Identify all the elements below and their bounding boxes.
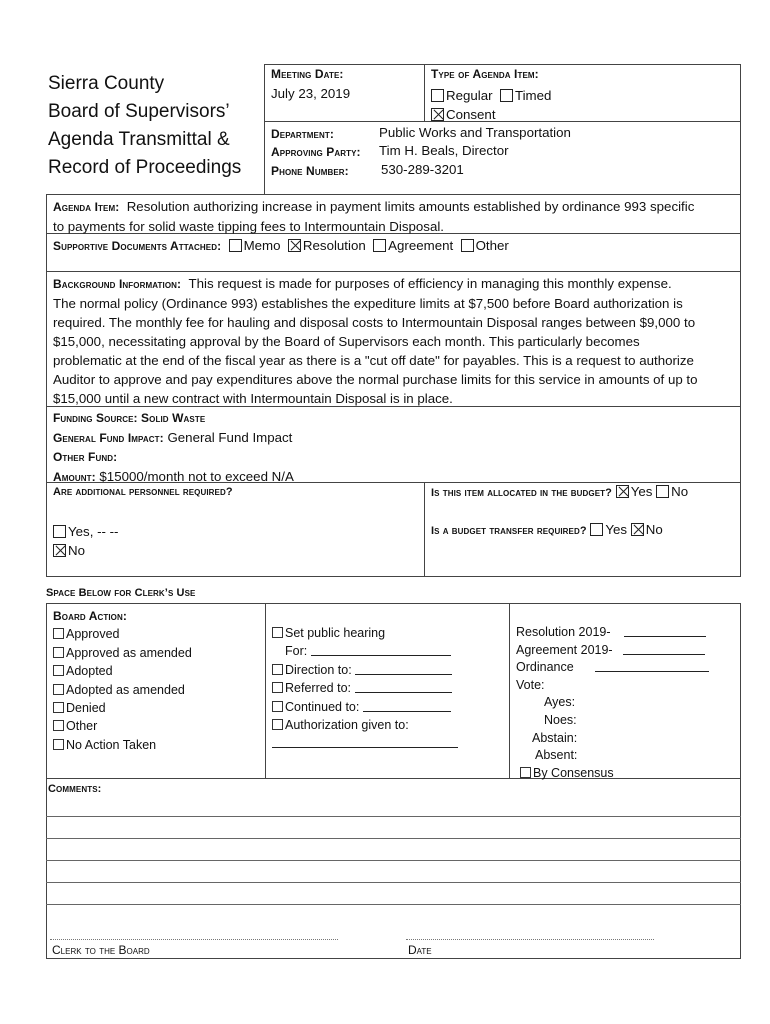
approved-checkbox[interactable]: [53, 628, 64, 639]
timed-label: Timed: [514, 88, 552, 103]
action-approved-amended[interactable]: [53, 644, 192, 662]
comment-line-5[interactable]: [46, 904, 741, 905]
approving-party-value: Tim H. Beals, Director: [379, 143, 509, 158]
approved-label: Approved: [66, 627, 120, 642]
transfer-yes-label: Yes: [605, 522, 628, 537]
adopted-label: Adopted: [66, 664, 113, 679]
ordinance-label: Ordinance: [516, 660, 574, 675]
other-fund-label: Other Fund:: [53, 450, 118, 464]
title-line-4: Record of Proceedings: [48, 157, 242, 178]
no-action-checkbox[interactable]: [53, 739, 64, 750]
other-action-checkbox[interactable]: [53, 720, 64, 731]
hearing-column: [272, 624, 458, 753]
action-adopted-amended[interactable]: [53, 681, 192, 699]
adopted-amended-label: Adopted as amended: [66, 682, 185, 697]
background-line-4: $15,000, necessitating approval by the Board of Supervisors each month. This particularly becomes: [53, 334, 640, 349]
agreement-checkbox[interactable]: [373, 239, 386, 252]
continued-label: Continued to:: [285, 699, 360, 714]
personnel-options: [53, 522, 119, 560]
board-action-label: Board Action:: [53, 609, 127, 623]
clerk-to-board-label: Clerk to the Board: [52, 943, 150, 957]
no-action-label: No Action Taken: [66, 737, 157, 752]
adopted-checkbox[interactable]: [53, 665, 64, 676]
supportive-documents: [53, 236, 509, 256]
approving-party-label: Approving Party:: [271, 145, 361, 159]
ordinance-field[interactable]: [595, 660, 709, 672]
general-fund-value: General Fund Impact: [167, 430, 293, 445]
approved-amended-label: Approved as amended: [66, 645, 192, 660]
referred-label: Referred to:: [285, 681, 352, 696]
abstain-label: Abstain:: [532, 730, 578, 745]
background-line-6: Auditor to approve and pay expenditures above the normal purchase limits for this service in amounts of up to: [53, 372, 698, 387]
action-no-action[interactable]: [53, 736, 192, 754]
vote-label: Vote:: [516, 677, 545, 692]
authorization-field[interactable]: [272, 736, 458, 748]
board-action-column: [53, 607, 192, 754]
other-action-label: Other: [66, 719, 98, 734]
transfer-no-checkbox[interactable]: [631, 523, 644, 536]
action-other[interactable]: [53, 717, 192, 735]
comment-line-3[interactable]: [46, 860, 741, 861]
allocated-yes-label: Yes: [630, 484, 653, 499]
resolution-number-label: Resolution 2019-: [516, 625, 611, 639]
consent-label: Consent: [446, 107, 496, 122]
direction-checkbox[interactable]: [272, 664, 283, 675]
personnel-no-label: No: [68, 543, 85, 558]
clerk-signature-line[interactable]: [50, 939, 338, 940]
form-title: [48, 70, 241, 182]
allocated-yes-checkbox[interactable]: [616, 485, 629, 498]
absent-label: Absent:: [535, 748, 578, 763]
approved-amended-checkbox[interactable]: [53, 647, 64, 658]
transfer-yes-checkbox[interactable]: [590, 523, 603, 536]
date-signature-line[interactable]: [406, 939, 654, 940]
personnel-no-checkbox[interactable]: [53, 544, 66, 557]
personnel-label: Are additional personnel required?: [53, 486, 233, 498]
referred-checkbox[interactable]: [272, 682, 283, 693]
background-label: Background Information:: [53, 277, 182, 291]
denied-label: Denied: [66, 701, 106, 716]
amount-value: $15000/month not to exceed N/A: [99, 469, 294, 484]
continued-field[interactable]: [363, 700, 451, 712]
clerk-space-label: Space Below for Clerk’s Use: [46, 587, 196, 599]
title-line-1: Sierra County: [48, 73, 165, 94]
background-line-1: This request is made for purposes of efficiency in managing this monthly expense.: [188, 276, 672, 291]
direction-field[interactable]: [355, 663, 452, 675]
authorization-checkbox[interactable]: [272, 719, 283, 730]
funding-section: [53, 409, 294, 487]
agreement-number-field[interactable]: [623, 643, 705, 655]
background-line-2: The normal policy (Ordinance 993) establishes the expediture limits at $7,500 before Board authorization is: [53, 296, 683, 311]
comment-line-2[interactable]: [46, 838, 741, 839]
agenda-item-label: Agenda Item:: [53, 200, 120, 214]
action-approved[interactable]: [53, 625, 192, 643]
meeting-date-value: July 23, 2019: [271, 86, 351, 101]
timed-checkbox[interactable]: [500, 89, 513, 102]
memo-label: Memo: [243, 238, 281, 253]
for-label: For:: [285, 644, 308, 659]
agreement-number-label: Agreement 2019-: [516, 642, 613, 657]
department-value: Public Works and Transportation: [379, 125, 571, 140]
phone-number-label: Phone Number:: [271, 164, 349, 178]
direction-label: Direction to:: [285, 662, 352, 677]
funding-source-label: Funding Source: Solid Waste: [53, 411, 206, 425]
general-fund-label: General Fund Impact:: [53, 431, 164, 445]
by-consensus-checkbox[interactable]: [520, 767, 531, 778]
personnel-yes-checkbox[interactable]: [53, 525, 66, 538]
for-field[interactable]: [311, 644, 451, 656]
resolution-label: Resolution: [302, 238, 366, 253]
set-public-hearing-label: Set public hearing: [285, 626, 386, 640]
by-consensus-label: By Consensus: [533, 765, 614, 780]
resolution-checkbox[interactable]: [288, 239, 301, 252]
consent-checkbox[interactable]: [431, 108, 444, 121]
regular-checkbox[interactable]: [431, 89, 444, 102]
denied-checkbox[interactable]: [53, 702, 64, 713]
resolution-number-field[interactable]: [624, 625, 706, 637]
amount-label: Amount:: [53, 470, 96, 484]
comment-line-4[interactable]: [46, 882, 741, 883]
comments-label: Comments:: [48, 783, 102, 795]
supportive-label: Supportive Documents Attached:: [53, 239, 222, 253]
referred-field[interactable]: [355, 681, 452, 693]
personnel-yes-label: Yes, -- --: [68, 524, 119, 539]
budget-allocated: [431, 484, 688, 499]
comment-line-1[interactable]: [46, 816, 741, 817]
date-label: Date: [408, 943, 432, 957]
background-line-5: problematic at the end of the fiscal year as there is a "cut off date" for payables. This is a request to authorize: [53, 353, 694, 368]
allocated-label: Is this item allocated in the budget?: [431, 487, 612, 499]
allocated-no-label: No: [671, 484, 689, 499]
continued-checkbox[interactable]: [272, 701, 283, 712]
background-line-3: required. The monthly fee for hauling and disposal costs to Intermountain Disposal ranges between $9,000 to: [53, 315, 696, 330]
agenda-item: [53, 197, 694, 236]
budget-transfer: [431, 522, 663, 537]
transfer-label: Is a budget transfer required?: [431, 525, 587, 537]
regular-label: Regular: [446, 88, 493, 103]
agenda-type-label: Type of Agenda Item:: [431, 67, 539, 81]
other-label: Other: [475, 238, 509, 253]
memo-checkbox[interactable]: [229, 239, 242, 252]
title-line-2: Board of Supervisors’: [48, 101, 230, 122]
meeting-date-label: Meeting Date:: [271, 67, 344, 81]
agenda-item-text-1: Resolution authorizing increase in payment limits amounts established by ordinance 993 specific: [126, 199, 695, 214]
department-label: Department:: [271, 127, 334, 141]
allocated-no-checkbox[interactable]: [656, 485, 669, 498]
resolution-column: [516, 624, 709, 782]
other-checkbox[interactable]: [461, 239, 474, 252]
title-line-3: Agenda Transmittal &: [48, 129, 230, 150]
noes-label: Noes:: [544, 712, 577, 727]
authorization-label: Authorization given to:: [285, 718, 409, 733]
background-information: [53, 274, 737, 408]
public-hearing-checkbox[interactable]: [272, 627, 283, 638]
background-line-7: $15,000 until a new contract with Intermountain Disposal is in place.: [53, 391, 453, 406]
ayes-label: Ayes:: [544, 695, 576, 710]
agreement-label: Agreement: [388, 238, 454, 253]
action-denied[interactable]: [53, 699, 192, 717]
adopted-amended-checkbox[interactable]: [53, 684, 64, 695]
agenda-item-text-2: to payments for solid waste tipping fees to Intermountain Disposal.: [53, 219, 444, 234]
phone-number-value: 530-289-3201: [381, 162, 464, 177]
action-adopted[interactable]: [53, 662, 192, 680]
agenda-type-options: [431, 86, 551, 124]
transfer-no-label: No: [645, 522, 663, 537]
